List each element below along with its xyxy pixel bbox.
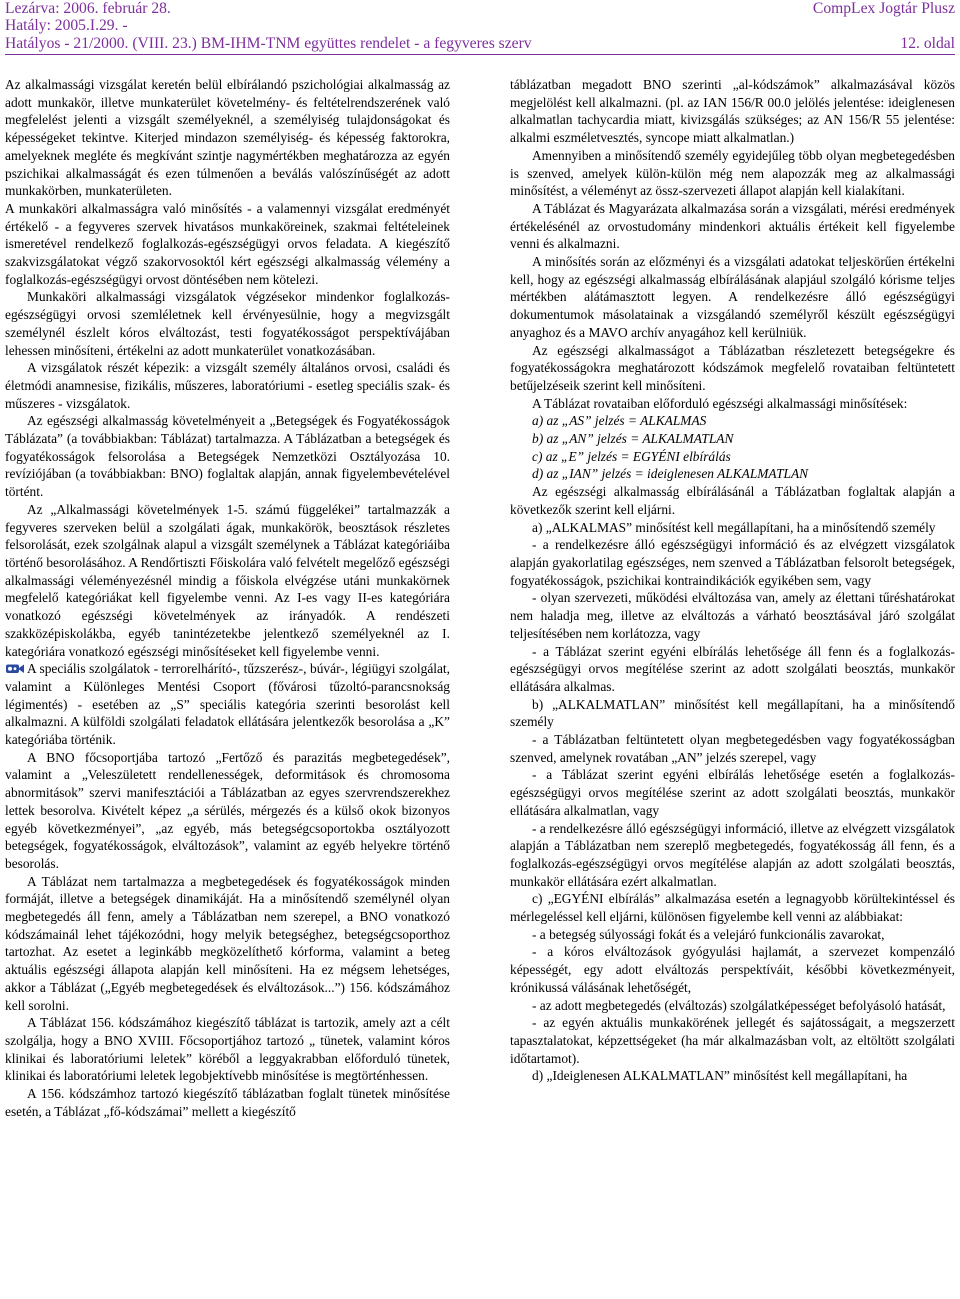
special-services-text: A speciális szolgálatok - terrorelhárító-, tűzszerész-, búvár-, légiügyi szolgálat, valamint a Különleges Mentési Csoport (fővárosi tűzoltó-parancsnokság légimentés) - esetében az „S” speciális kategória szerinti besorolást kell alkalmazni. A külföldi szolgálati feladatok ellátására jelentkezők besorolása a „K” kategóriába történik. [5,661,450,748]
left-paragraph-with-icon [5,660,450,749]
right-paragraph: A minősítés során az előzményi és a vizsgálati adatokat teljeskörűen értékelni kell, hogy az egészségi alkalmasság elbírálásának alapjául szolgáló kórisme teljes mértékben alátámasztott legyen. A rendelkezésre álló egészségügyi dokumentumok másolatainak a vizsgálandó személyről készült egészségügyi anyaghoz és a MAVO archív anyagához kell kerülniük. [510,254,955,340]
right-paragraph: b) „ALKALMATLAN” minősítést kell megállapítani, ha a minősítendő személy [510,696,955,730]
law-title: Hatályos - 21/2000. (VIII. 23.) BM-IHM-TNM együttes rendelet - a fegyveres szerv [5,35,532,52]
right-paragraph: - a rendelkezésre álló egészségügyi információ és az elvégzett vizsgálatok alapján gyakorlatilag egészséges, nem szenved a Táblázatban felsorolt betegségek, fogyatékosságok, pszichikai kontraindikációk egyikében sem, vagy [510,537,955,588]
right-paragraph: - a kóros elváltozások gyógyulási hajlamát, a szervezet kompenzáló képességét, egy adott elváltozás perspektíváit, későbbi következményeit, krónikussá válásának lehetőségét, [510,944,955,995]
left-paragraph: Az alkalmassági vizsgálat keretén belül elbírálandó pszichológiai alkalmasság az adott munkakör, illetve munkaterület követelmény- és feltételrendszerének való megfelelést jelenti a vizsgált személyeknél, a személyiség tulajdonságokat és képességeket tekintve. Kiterjed mindazon személyiség- és képesség faktorokra, amelyeknek megléte és megkívánt szintje nagymértékben meghatározza az egyén pszichikai alkalmasságát és ezen túlmenően a beválás valószínűségét az adott munkakörben, munkaterületen. [5,77,450,199]
right-paragraph: - a Táblázatban feltüntetett olyan megbetegedésben vagy fogyatékosságban szenved, amelynek rovatában „AN” jelzés szerepel, vagy [510,732,955,765]
right-column [510,76,955,1296]
effective-date: Hatály: 2005.I.29. - [5,17,128,34]
left-paragraph: A munkaköri alkalmasságra való minősítés - a valamennyi vizsgálat eredményét értékelő - a fegyveres szervek hivatásos munkaköreinek, szakmai feltételeinek ismeretével rendelkező foglalkozás-egészségügyi orvos feladata. A kiegészítő szakvizsgálatokat végző szakorvosoktól kért egészségi alkalmasság vélemény a foglalkozás-egészségügyi orvost döntésében nem kötelezi. [5,200,450,287]
right-paragraph: a) „ALKALMAS” minősítést kell megállapítani, ha a minősítendő személy [532,519,936,535]
right-paragraph: - a rendelkezésre álló egészségügyi információ, illetve az elvégzett vizsgálatok alapján a Táblázatban nem szereplő megbetegedés, fogyatékosság áll fenn, és a foglalkozás-egészségügyi orvos megítélése alapján az adott szolgálati beosztás, munkakör ellátására ezért alkalmatlan. [510,820,955,889]
brand-name: CompLex Jogtár Plusz [812,0,955,17]
left-paragraph: Munkaköri alkalmassági vizsgálatok végzésekor mindenkor foglalkozás-egészségügyi orvosi szemléletnek kell érvényesülnie, hogy a megvizsgált személynél észlelt kóros elváltozást, testi fogyatékosságot perspektívájában lehessen minősíteni, értékelni az adott munkaterület vonatkozásában. [5,289,450,358]
left-paragraph: A Táblázat 156. kódszámához kiegészítő táblázat is tartozik, amely azt a célt szolgálja, hogy a BNO XVIII. Főcsoportjához tartozó „ tünetek, valamint kóros klinikai és laboratóriumi leletek” köréből a leggyakrabban előforduló tünetek, klinikai és laboratóriumi leletek legobjektívebb minősítése is megtörténhessen. [5,1015,450,1084]
list-item: a) az „AS” jelzés = ALKALMAS [532,413,707,429]
left-paragraph: A 156. kódszámhoz tartozó kiegészítő táblázatban foglalt tünetek minősítése esetén, a Táblázat „fő-kódszámai” mellett a kiegészítő [5,1086,450,1119]
list-item: b) az „AN” jelzés = ALKALMATLAN [532,431,734,447]
header-rule [5,54,955,55]
right-paragraph: Amennyiben a minősítendő személy egyidejűleg több olyan megbetegedésben is szenved, amelyek külön-külön még nem alapozzák meg az alkalmassági minősítést, a véleményt az össz-szervezeti állapot alapján kell kialakítani. [510,147,955,199]
list-item: d) az „IAN” jelzés = ideiglenesen ALKALMATLAN [532,466,809,482]
right-paragraph: - a Táblázat szerint egyéni elbírálás lehetősége esetén a foglalkozás-egészségügyi orvos megítélése szerint az adott szolgálati beosztás, munkakör ellátására alkalmatlan, vagy [510,767,955,818]
page-number: 12. oldal [900,35,955,52]
right-paragraph: - olyan szervezeti, működési elváltozása van, amely az élettani tűréshatárokat nem haladja meg, illetve az elváltozás a várható beosztásával járó szolgálat teljesítésében nem korlátozza, vagy [510,590,955,641]
right-paragraph: - a betegség súlyossági fokát és a velejáró funkcionális zavarokat, [532,926,885,942]
right-paragraph: - az egyén aktuális munkakörének jellegét és sajátosságait, a megszerzett tapasztalatokat, képzettségeket (ha már alkalmazásban volt, az eltöltött szolgálati időtartamot). [510,1015,955,1066]
right-paragraph: - az adott megbetegedés (elváltozás) szolgálatképességet befolyásoló hatását, [532,997,946,1013]
camera-icon[interactable] [5,662,25,674]
left-paragraph: A Táblázat nem tartalmazza a megbetegedések és fogyatékosságok minden formáját, illetve a betegségek dinamikáját. Ha a minősítendő személynél olyan megbetegedés áll fenn, amely a Táblázatban nem szerepel, a BNO vonatkozó kódszámainál lehet tájékozódni, hogy melyik betegséghez, betegségcsoporthoz tartozhat. Az esetet a leginkább megközelíthető kórforma, valamint a beteg aktuális egészségi állapota alapján kell minősíteni. Ha ez mégsem lehetséges, akkor a Táblázat („Egyéb megbetegedések és elváltozások...”) 156. kódszámához kell sorolni. [5,873,450,1013]
right-paragraph: c) „EGYÉNI elbírálás” alkalmazása esetén a legnagyobb körültekintéssel és mérlegeléssel kell eljárni, különösen figyelembe kell venni az alábbiakat: [510,891,955,925]
left-column [5,76,450,1296]
left-paragraph: A BNO főcsoportjába tartozó „Fertőző és parazitás megbetegedések”, valamint a „Veleszületett rendellenességek, deformitások és chromosoma abnormitások” szervi manifesztációi a Táblázatban az egyes szervrendszerekhez lettek besorolva. Kivételt képez „a sérülés, mérgezés és a külső okok bizonyos egyéb következményei”, „az egyéb, más betegségcsoportokba osztályozott betegségek, fogyatékosságok, elváltozások”, valamint az egyéb helyekre történő besorolás. [5,749,450,871]
left-paragraph: A vizsgálatok részét képezik: a vizsgált személy általános orvosi, családi és életmódi anamnesise, fizikális, műszeres, laboratóriumi - esetleg speciális szak- és műszeres - vizsgálatok. [5,360,450,411]
left-paragraph: Az „Alkalmassági követelmények 1-5. számú függelékei” tartalmazzák a fegyveres szerveken belül a szolgálati ágak, munkakörök, beosztások részletes felsorolását, ezek szolgálnak alapul a vizsgált személynek a Táblázat kategóriáiba történő besorolásához. A Rendőrtiszti Főiskolára való felvételt megelőző egészségi alkalmassági véleményezésnél mindig a főiskola elvégzése utáni munkakörnek megfelelő kategóriákat kell figyelembe venni. Az I-es vagy II-es kategóriára vonatkozó egészségi követelmények az irányadók. A rendészeti szakközépiskolákba, egyéb tanintézetekbe jelentkező személyeknél az I. kategóriára vonatkozó egészségi minősítéseket kell figyelembe venni. [5,501,450,659]
right-paragraph: Az egészségi alkalmasságot a Táblázatban részletezett betegségekre és fogyatékosságokra meghatározott kódszámok megfelelő rovataiban feltüntetett betűjelzéseik szerint kell minősíteni. [510,342,955,393]
page-header [0,0,960,56]
right-paragraph: d) „Ideiglenesen ALKALMATLAN” minősítést kell megállapítani, ha [532,1068,908,1084]
right-paragraph: - a Táblázat szerint egyéni elbírálás lehetősége áll fenn és a foglalkozás-egészségügyi orvos megítélése szerint az adott szolgálati beosztás, munkakör ellátására alkalmas. [510,643,955,694]
closed-date: Lezárva: 2006. február 28. [5,0,171,17]
right-paragraph: A Táblázat rovataiban előforduló egészségi alkalmassági minősítések: [532,395,908,411]
right-paragraph: A Táblázat és Magyarázata alkalmazása során a vizsgálati, mérési eredmények értékelésénél az orvostudomány mindenkori aktuális értékeit kell figyelembe venni és alkalmazni. [510,200,955,252]
left-paragraph: Az egészségi alkalmasság követelményeit a „Betegségek és Fogyatékosságok Táblázata” (a továbbiakban: Táblázat) tartalmazza. A Táblázatban a betegségek és fogyatékosságok felsorolása a Betegségek Nemzetközi Osztályozása 10. revíziójában (a továbbiakban: BNO) foglaltak alapján, annak figyelembevételével történt. [5,413,450,500]
right-paragraph: Az egészségi alkalmasság elbírálásánál a Táblázatban foglaltak alapján a következők szerint kell eljárni. [510,484,955,517]
right-paragraph: táblázatban megadott BNO szerinti „al-kódszámok” alkalmazásával közös megjelölést kell alkalmazni. (pl. az IAN 156/R 00.0 jelölés jelentése: ideiglenesen alkalmatlan tachycardia miatt, kivizsgálás szükséges; az AN 156/R 55 jelentése: alkalmi eszméletvesztés, syncope miatt alkalmatlan.) [510,77,955,146]
list-item: c) az „E” jelzés = EGYÉNI elbírálás [532,448,731,464]
